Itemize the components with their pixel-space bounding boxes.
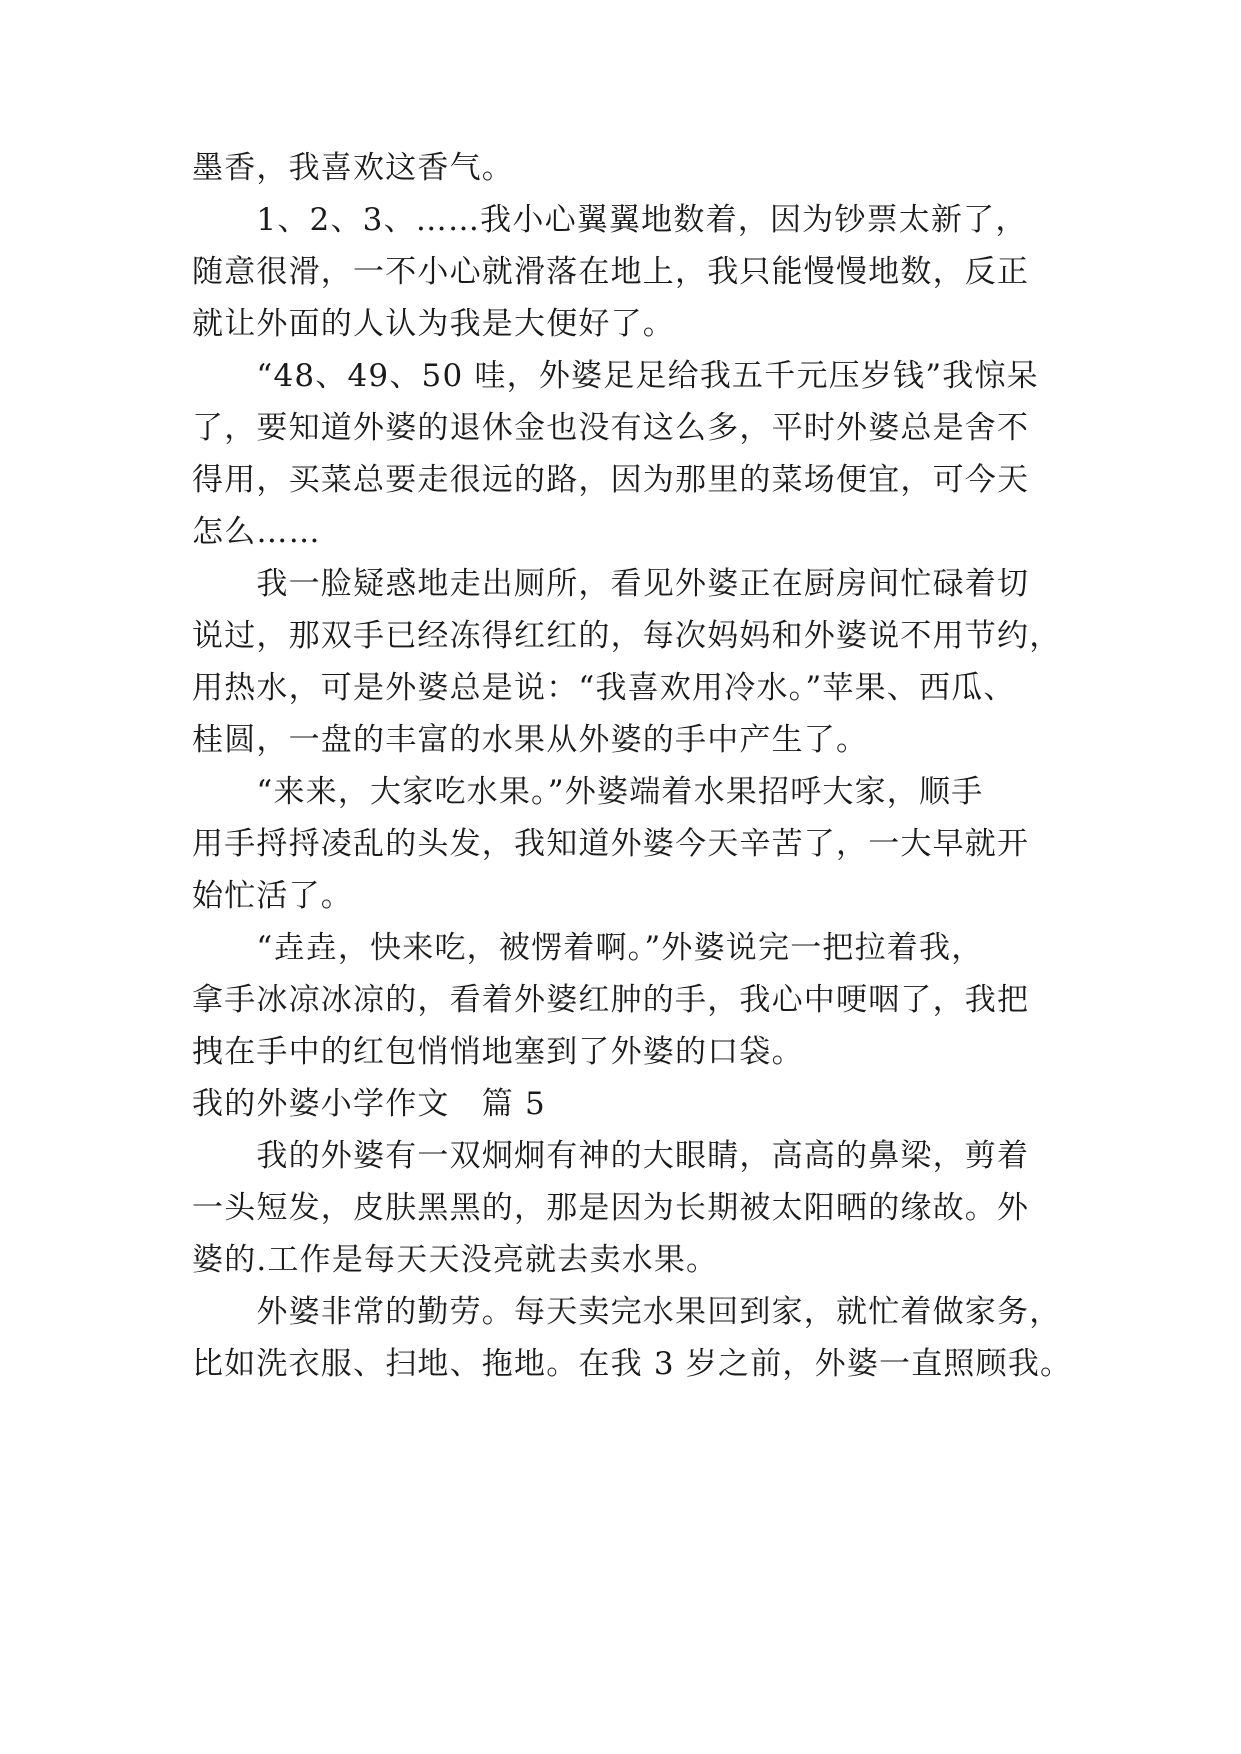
- text-line: 婆的.工作是每天天没亮就去卖水果。: [192, 1242, 719, 1278]
- text-line: 我一脸疑惑地走出厕所，看见外婆正在厨房间忙碌着切: [192, 566, 1030, 602]
- text-line: “来来，大家吃水果。”外婆端着水果招呼大家，顺手: [192, 774, 984, 810]
- text-line: 墨香，我喜欢这香气。: [192, 150, 514, 186]
- text-line: “48、49、50 哇，外婆足足给我五千元压岁钱”我惊呆: [192, 358, 1039, 394]
- text-line: 用手捋捋凌乱的头发，我知道外婆今天辛苦了，一大早就开: [192, 826, 1030, 862]
- text-line: 外婆非常的勤劳。每天卖完水果回到家，就忙着做家务，: [192, 1294, 1062, 1330]
- text-line: 了，要知道外婆的退休金也没有这么多，平时外婆总是舍不: [192, 410, 1030, 446]
- text-line: 1、2、3、……我小心翼翼地数着，因为钞票太新了，: [192, 202, 1028, 238]
- text-line: 得用，买菜总要走很远的路，因为那里的菜场便宜，可今天: [192, 462, 1030, 498]
- text-line: 拿手冰凉冰凉的，看着外婆红肿的手，我心中哽咽了，我把: [192, 982, 1030, 1018]
- text-line: 始忙活了。: [192, 878, 353, 914]
- text-line: 拽在手中的红包悄悄地塞到了外婆的口袋。: [192, 1034, 804, 1070]
- text-line: 就让外面的人认为我是大便好了。: [192, 306, 675, 342]
- text-line: 随意很滑，一不小心就滑落在地上，我只能慢慢地数，反正: [192, 254, 1030, 290]
- text-line: 比如洗衣服、扫地、拖地。在我 3 岁之前，外婆一直照顾我。: [192, 1346, 1073, 1382]
- text-line: 用热水，可是外婆总是说：“我喜欢用冷水。”苹果、西瓜、: [192, 670, 1016, 706]
- section-heading: 我的外婆小学作文 篇 5: [192, 1086, 546, 1122]
- text-line: 我的外婆有一双炯炯有神的大眼睛，高高的鼻梁，剪着: [192, 1138, 1030, 1174]
- text-line: 一头短发，皮肤黑黑的，那是因为长期被太阳晒的缘故。外: [192, 1190, 1030, 1226]
- text-line: 桂圆，一盘的丰富的水果从外婆的手中产生了。: [192, 722, 869, 758]
- text-line: 怎么……: [192, 514, 321, 550]
- text-line: “垚垚，快来吃，被愣着啊。”外婆说完一把拉着我，: [192, 930, 984, 966]
- text-line: 说过，那双手已经冻得红红的，每次妈妈和外婆说不用节约，: [192, 618, 1062, 654]
